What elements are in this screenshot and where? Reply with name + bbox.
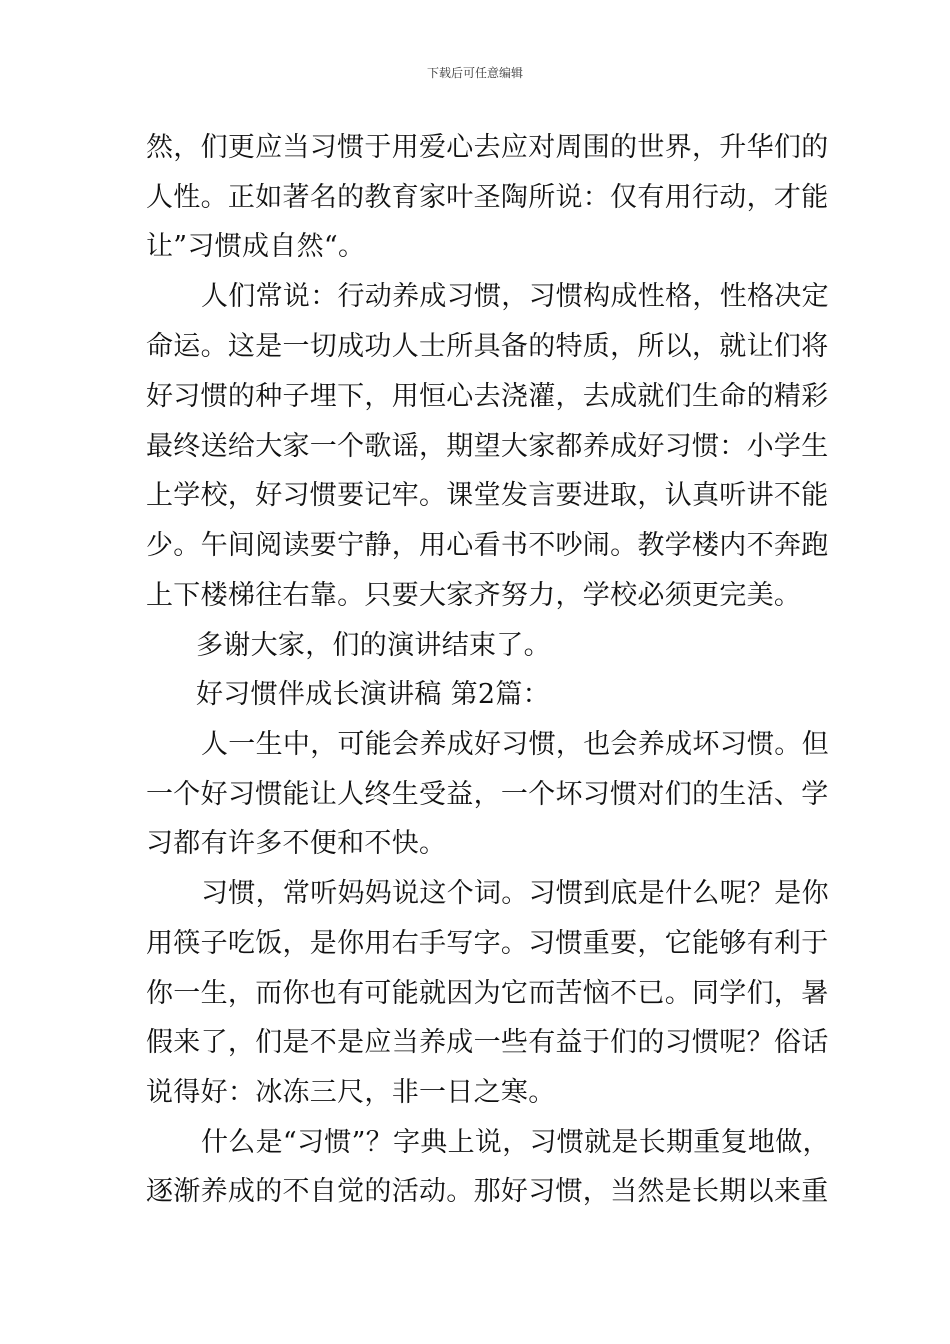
page-header: 下载后可任意编辑 xyxy=(426,66,523,80)
text-line: 什么是“习惯”？字典上说，习惯就是长期重复地做， xyxy=(201,1127,830,1158)
text-line: 命运。这是一切成功人士所具备的特质，所以，就让们将 xyxy=(146,331,829,362)
text-line: 假来了，们是不是应当养成一些有益于们的习惯呢？俗话 xyxy=(146,1027,829,1058)
text-line: 用筷子吃饭，是你用右手写字。习惯重要，它能够有利于 xyxy=(146,928,829,959)
text-line: 习惯，常听妈妈说这个词。习惯到底是什么呢？是你 xyxy=(201,878,829,909)
text-line: 人一生中，可能会养成好习惯，也会养成坏习惯。但 xyxy=(201,729,829,760)
text-line: 人们常说：行动养成习惯，习惯构成性格，性格决定 xyxy=(201,281,829,312)
text-line: 最终送给大家一个歌谣，期望大家都养成好习惯：小学生 xyxy=(146,431,829,462)
text-line: 好习惯的种子埋下，用恒心去浇灌，去成就们生命的精彩 xyxy=(146,381,829,412)
text-line: 一个好习惯能让人终生受益，一个坏习惯对们的生活、学 xyxy=(146,779,829,810)
text-line: 让”习惯成自然“。 xyxy=(146,231,366,262)
text-line: 少。午间阅读要宁静，用心看书不吵闹。教学楼内不奔跑 xyxy=(146,530,829,561)
text-line: 人性。正如著名的教育家叶圣陶所说：仅有用行动，才能 xyxy=(146,182,829,213)
text-line: 逐渐养成的不自觉的活动。那好习惯，当然是长期以来重 xyxy=(146,1176,829,1207)
text-line: 说得好：冰冻三尺，非一日之寒。 xyxy=(146,1077,556,1108)
text-line: 习都有许多不便和不快。 xyxy=(146,828,447,859)
section-title: 好习惯伴成长演讲稿 第2篇： xyxy=(196,679,550,710)
text-line: 然，们更应当习惯于用爱心去应对周围的世界，升华们的 xyxy=(146,132,829,163)
text-line: 你一生，而你也有可能就因为它而苦恼不已。同学们，暑 xyxy=(146,978,829,1009)
text-line: 上下楼梯往右靠。只要大家齐努力，学校必须更完美。 xyxy=(146,580,802,611)
text-line: 上学校，好习惯要记牢。课堂发言要进取，认真听讲不能 xyxy=(146,480,829,511)
text-line: 多谢大家，们的演讲结束了。 xyxy=(196,630,551,661)
